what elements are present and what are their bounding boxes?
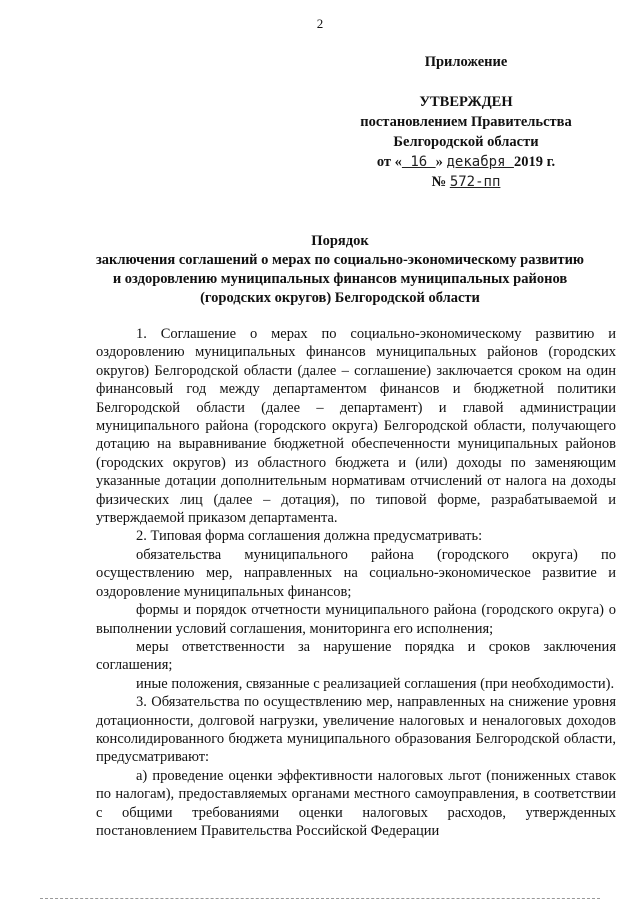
document-body bbox=[96, 325, 616, 840]
approval-date-line bbox=[336, 152, 596, 172]
approval-number-line bbox=[336, 172, 596, 192]
date-day: 16 bbox=[401, 154, 436, 170]
paragraph-5: меры ответственности за нарушение порядка и сроков заключения соглашения; bbox=[96, 638, 616, 674]
appendix-label: Приложение bbox=[424, 54, 508, 70]
date-prefix: от « bbox=[376, 154, 402, 170]
number-prefix: № bbox=[431, 174, 450, 190]
title-line-2: и оздоровлению муниципальных финансов муниципальных районов bbox=[112, 271, 568, 287]
paragraph-6: иные положения, связанные с реализацией соглашения (при необходимости). bbox=[136, 675, 615, 692]
paragraph-3: обязательства муниципального района (городского округа) по осуществлению мер, направленных на социально-экономическое развитие и оздоровление муниципальных финансов; bbox=[96, 546, 616, 600]
date-mid: » bbox=[435, 154, 447, 170]
number-value: 572-пп bbox=[449, 174, 501, 190]
page-number: 2 bbox=[316, 16, 324, 31]
title-line-3: (городских округов) Белгородской области bbox=[200, 290, 480, 306]
document-title bbox=[60, 232, 620, 308]
paragraph-7: 3. Обязательства по осуществлению мер, направленных на снижение уровня дотационности, долговой нагрузки, увеличение налоговых и неналоговых доходов консолидированного бюджета муниципального образования Белгородской области, предусматривают: bbox=[96, 694, 616, 766]
date-month: декабря bbox=[446, 154, 514, 170]
approved-by-line-2: Белгородской области bbox=[393, 134, 539, 150]
approved-label: УТВЕРЖДЕН bbox=[419, 94, 513, 110]
approval-block bbox=[336, 52, 596, 192]
paragraph-1: 1. Соглашение о мерах по социально-экономическому развитию и оздоровлению муниципальных финансов муниципальных районов (городских округов) Белгородской области (далее – соглашение) заключается сроком на один финансовый год между департаментом финансов и бюджетной политики Белгородской области (далее – департамент) и главой администрации муниципального района (городского округа) Белгородской области, получающего дотацию на выравнивание бюджетной обеспеченности муниципальных районов (городских округов) из областного бюджета и (или) доходы по заменяющим указанные дотации дополнительным нормативам отчислений от налога на доходы физических лиц (далее – дотация), по типовой форме, разрабатываемой и утверждаемой приказом департамента. bbox=[96, 326, 616, 527]
paragraph-4: формы и порядок отчетности муниципального района (городского округа) о выполнении условий соглашения, мониторинга его исполнения; bbox=[96, 602, 616, 637]
approved-by-line-1: постановлением Правительства bbox=[360, 114, 572, 130]
footer-divider bbox=[40, 898, 600, 899]
title-heading: Порядок bbox=[311, 233, 369, 249]
paragraph-2: 2. Типовая форма соглашения должна предусматривать: bbox=[136, 528, 483, 545]
paragraph-8: а) проведение оценки эффективности налоговых льгот (пониженных ставок по налогам), предоставляемых органами местного самоуправления, в соответствии с общими требованиями оценки налоговых расходов, утвержденных постановлением Правительства Российской Федерации bbox=[96, 767, 616, 839]
date-year: 2019 г. bbox=[513, 154, 556, 170]
title-line-1: заключения соглашений о мерах по социально-экономическому развитию bbox=[95, 252, 585, 268]
